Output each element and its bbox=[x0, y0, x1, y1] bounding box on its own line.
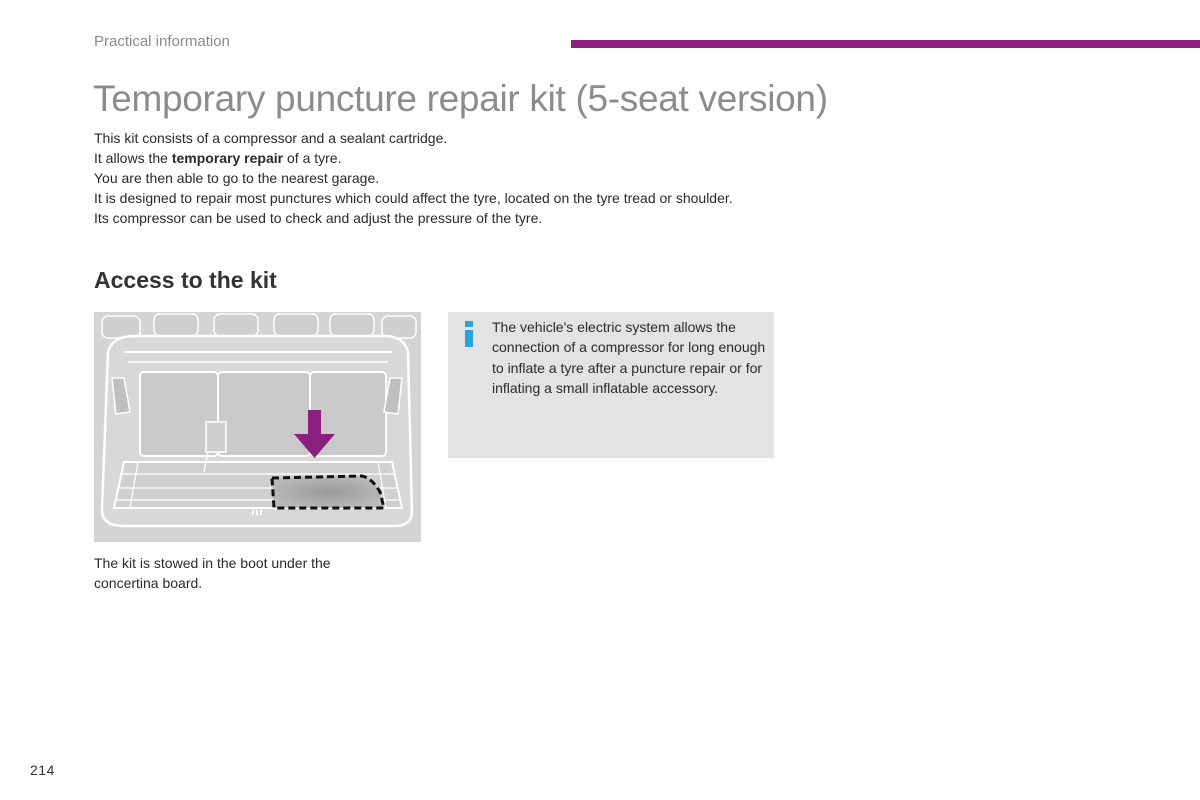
page-title: Temporary puncture repair kit (5-seat version) bbox=[93, 78, 828, 119]
intro-line: It allows the temporary repair of a tyre. bbox=[94, 150, 342, 166]
info-box-text: The vehicle's electric system allows the connection of a compressor for long enough to inflate a tyre after a puncture repair or for inflating a small inflatable accessory. bbox=[492, 319, 766, 396]
intro-text bbox=[94, 128, 733, 228]
header-accent-bar bbox=[571, 40, 1200, 48]
section-label: Practical information bbox=[94, 33, 230, 50]
intro-line: You are then able to go to the nearest garage. bbox=[94, 170, 380, 186]
boot-drawing bbox=[94, 312, 421, 542]
intro-line: It is designed to repair most punctures which could affect the tyre, located on the tyre tread or shoulder. bbox=[94, 190, 733, 206]
boot-illustration bbox=[94, 312, 421, 542]
bold-term: temporary repair bbox=[171, 150, 284, 166]
access-heading: Access to the kit bbox=[94, 267, 277, 293]
info-box bbox=[448, 312, 774, 458]
intro-line: This kit consists of a compressor and a sealant cartridge. bbox=[94, 130, 448, 146]
page-number: 214 bbox=[30, 762, 55, 778]
info-icon bbox=[464, 321, 474, 347]
kit-location-caption: The kit is stowed in the boot under the concertina board. bbox=[94, 555, 331, 591]
intro-line: Its compressor can be used to check and adjust the pressure of the tyre. bbox=[94, 210, 543, 226]
